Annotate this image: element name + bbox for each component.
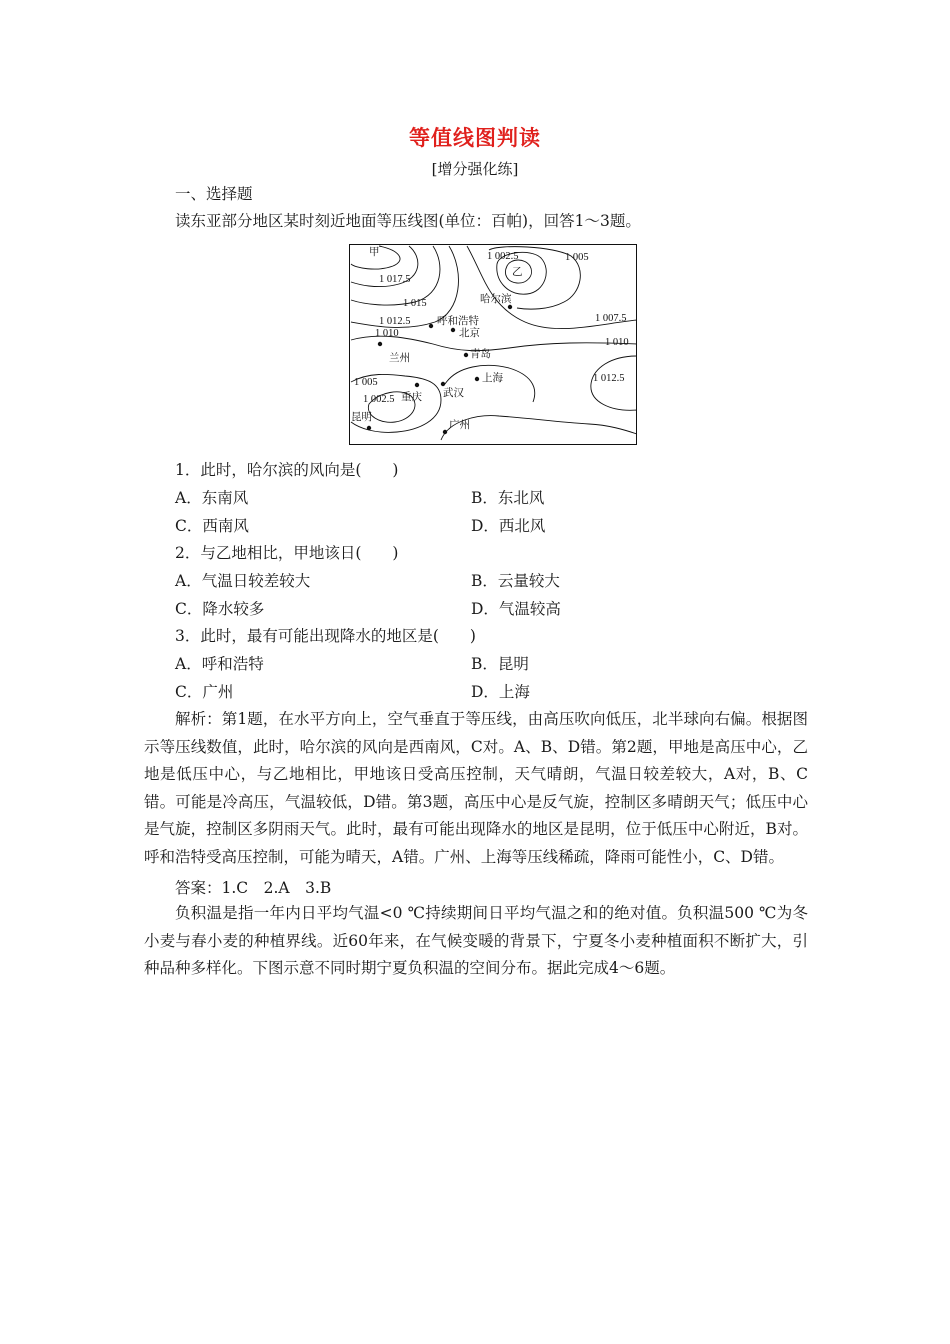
question-option: A．呼和浩特 [175, 655, 264, 673]
place-label: 重庆 [401, 392, 422, 403]
question-option: B．云量较大 [471, 572, 560, 590]
page-subtitle: [增分强化练] [431, 160, 519, 178]
question-option: A．东南风 [175, 489, 249, 507]
next-passage: 负积温是指一年内日平均气温<0 ℃持续期间日平均气温之和的绝对值。负积温500 ℃为冬小麦与春小麦的种植界线。近60年来，在气候变暖的背景下，宁夏冬小麦种植面积不断扩大，引种品种多样化。下图示意不同时期宁夏负积温的空间分布。据此完成4～6题。 [144, 904, 808, 978]
map-intro: 读东亚部分地区某时刻近地面等压线图(单位：百帕)，回答1～3题。 [175, 212, 641, 230]
place-label: 呼和浩特 [437, 316, 479, 327]
isobar-label: 1 005 [354, 377, 378, 388]
question-stem: 2．与乙地相比，甲地该日( ) [175, 544, 399, 562]
isobar-label: 1 002.5 [363, 394, 395, 405]
isobar-label: 1 012.5 [379, 316, 411, 327]
isobar-label: 1 010 [605, 337, 629, 348]
page-title: 等值线图判读 [409, 125, 541, 150]
analysis-paragraph: 解析：第1题，在水平方向上，空气垂直于等压线，由高压吹向低压，北半球向右偏。根据图示等压线数值，此时，哈尔滨的风向是西南风，C对。A、B、D错。第2题，甲地是高压中心，乙地是低压中心，与乙地相比，甲地该日受高压控制，天气晴朗，气温日较差较大，A对，B、C错。可能是冷高压，气温较低，D错。第3题，高压中心是反气旋，控制区多晴朗天气；低压中心是气旋，控制区多阴雨天气。此时，最有可能出现降水的地区是昆明，位于低压中心附近，B对。呼和浩特受高压控制，可能为晴天，A错。广州、上海等压线稀疏，降雨可能性小，C、D错。 [144, 710, 808, 866]
place-label: 昆明 [351, 412, 372, 423]
section-heading: 一、选择题 [175, 185, 253, 203]
question-option: D．气温较高 [471, 600, 561, 618]
isobar-label: 1 017.5 [379, 274, 411, 285]
question-option: D．上海 [471, 683, 530, 701]
isobar-label: 1 012.5 [593, 373, 625, 384]
question-option: B．东北风 [471, 489, 545, 507]
isobar-label: 1 015 [403, 298, 427, 309]
question-option: C．降水较多 [175, 600, 265, 618]
place-label: 乙 [512, 267, 523, 278]
isobar-label: 1 007.5 [595, 313, 627, 324]
isobar-label: 1 005 [565, 252, 589, 263]
place-label: 哈尔滨 [480, 294, 512, 305]
question-option: C．广州 [175, 683, 234, 701]
place-label: 广州 [449, 420, 470, 431]
place-label: 青岛 [470, 349, 491, 360]
place-label: 甲 [369, 247, 380, 258]
isobar-map [349, 244, 637, 445]
place-label: 武汉 [443, 388, 464, 399]
question-stem: 1．此时，哈尔滨的风向是( ) [175, 461, 399, 479]
isobar-label: 1 002.5 [487, 251, 519, 262]
isobar-map-svg [349, 244, 637, 445]
question-option: D．西北风 [471, 517, 546, 535]
place-label: 北京 [459, 328, 480, 339]
isobar-label: 1 010 [375, 328, 399, 339]
question-option: A．气温日较差较大 [175, 572, 311, 590]
question-stem: 3．此时，最有可能出现降水的地区是( ) [175, 627, 476, 645]
place-label: 上海 [482, 373, 503, 384]
question-option: C．西南风 [175, 517, 249, 535]
answer-line: 答案：1.C 2.A 3.B [175, 879, 332, 897]
place-label: 兰州 [389, 353, 410, 364]
question-option: B．昆明 [471, 655, 529, 673]
